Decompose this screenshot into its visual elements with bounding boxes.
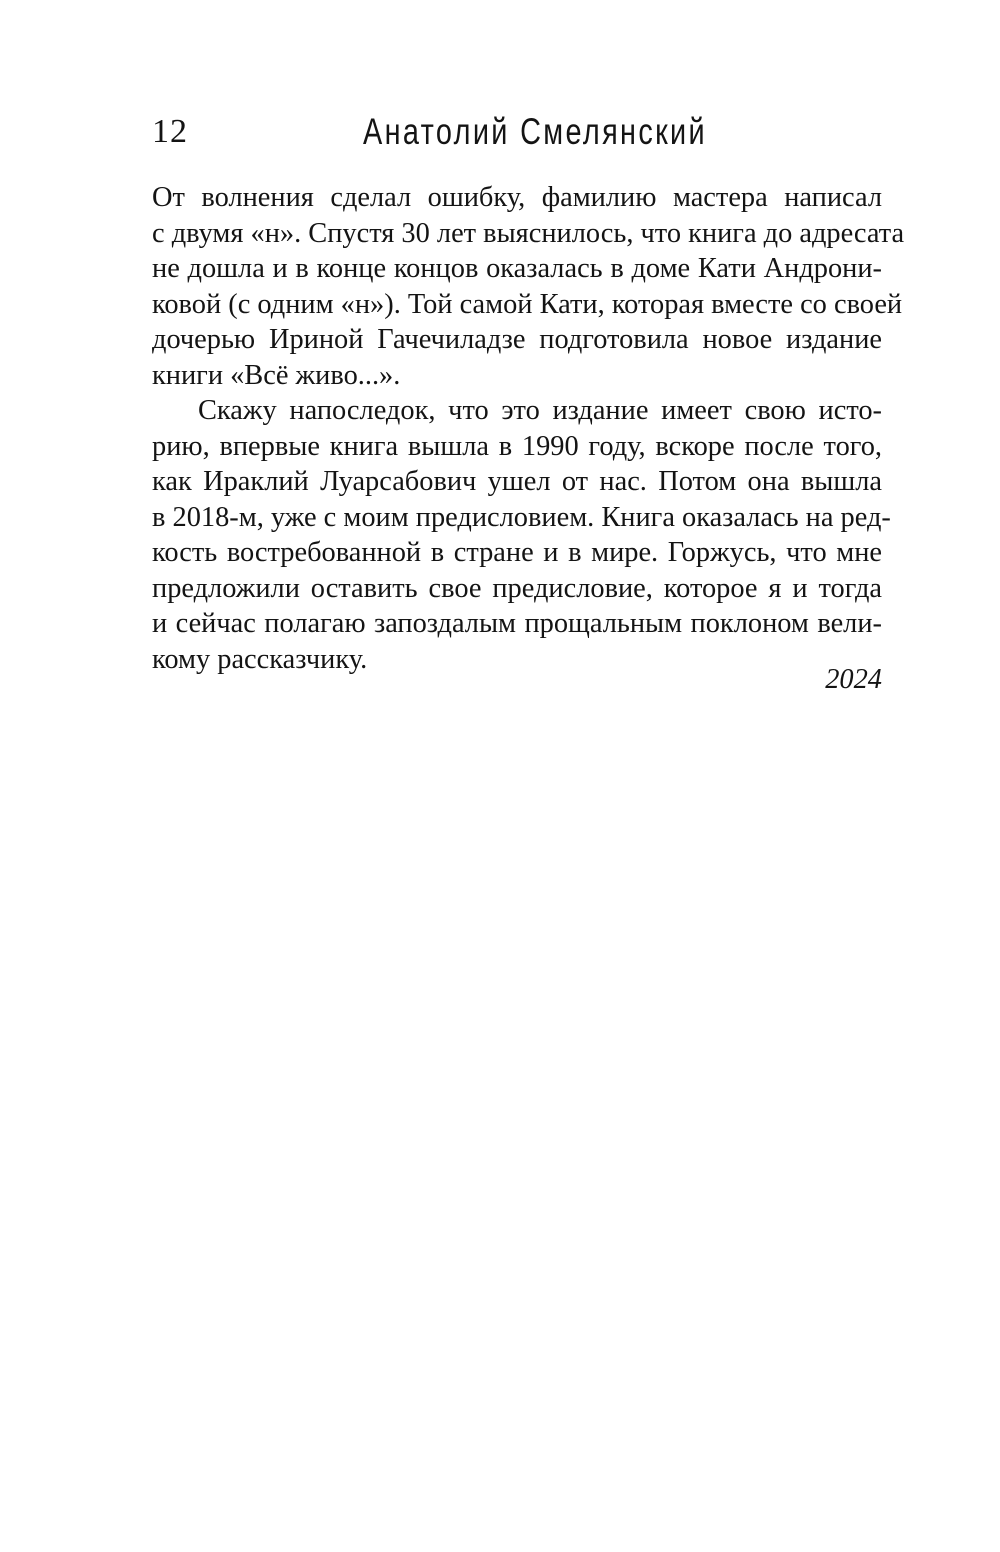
text-line: Скажу напоследок, что это издание имеет свою исто- [198, 395, 882, 426]
date-signature: 2024 [825, 664, 882, 695]
text-line: книги «Всё живо...». [152, 359, 401, 391]
text-line: предложили оставить свое предисловие, которое я и тогда [152, 572, 882, 604]
body-text [152, 180, 905, 677]
paragraph-1 [152, 180, 905, 393]
text-line: дочерью Ириной Гачечиладзе подготовила новое издание [152, 324, 882, 355]
text-line: ковой (с одним «н»). Той самой Кати, которая вместе со своей [152, 288, 903, 320]
text-line: в 2018-м, уже с моим предисловием. Книга оказалась на ред- [152, 501, 891, 533]
text-line: кому рассказчику. [152, 643, 368, 675]
text-line: От волнения сделал ошибку, фамилию мастера написал [152, 182, 882, 213]
page-number: 12 [152, 113, 188, 150]
text-line: как Ираклий Луарсабович ушел от нас. Потом она вышла [152, 466, 882, 497]
text-line: с двумя «н». Спустя 30 лет выяснилось, что книга до адресата [152, 217, 905, 249]
text-line: и сейчас полагаю запоздалым прощальным поклоном вели- [152, 608, 882, 639]
text-line: рию, впервые книга вышла в 1990 году, вскоре после того, [152, 430, 882, 462]
text-line: не дошла и в конце концов оказалась в доме Кати Андрони- [152, 253, 882, 284]
running-title: Анатолий Смелянский [363, 111, 707, 152]
text-line: кость востребованной в стране и в мире. Горжусь, что мне [152, 537, 882, 568]
paragraph-2 [152, 393, 891, 677]
